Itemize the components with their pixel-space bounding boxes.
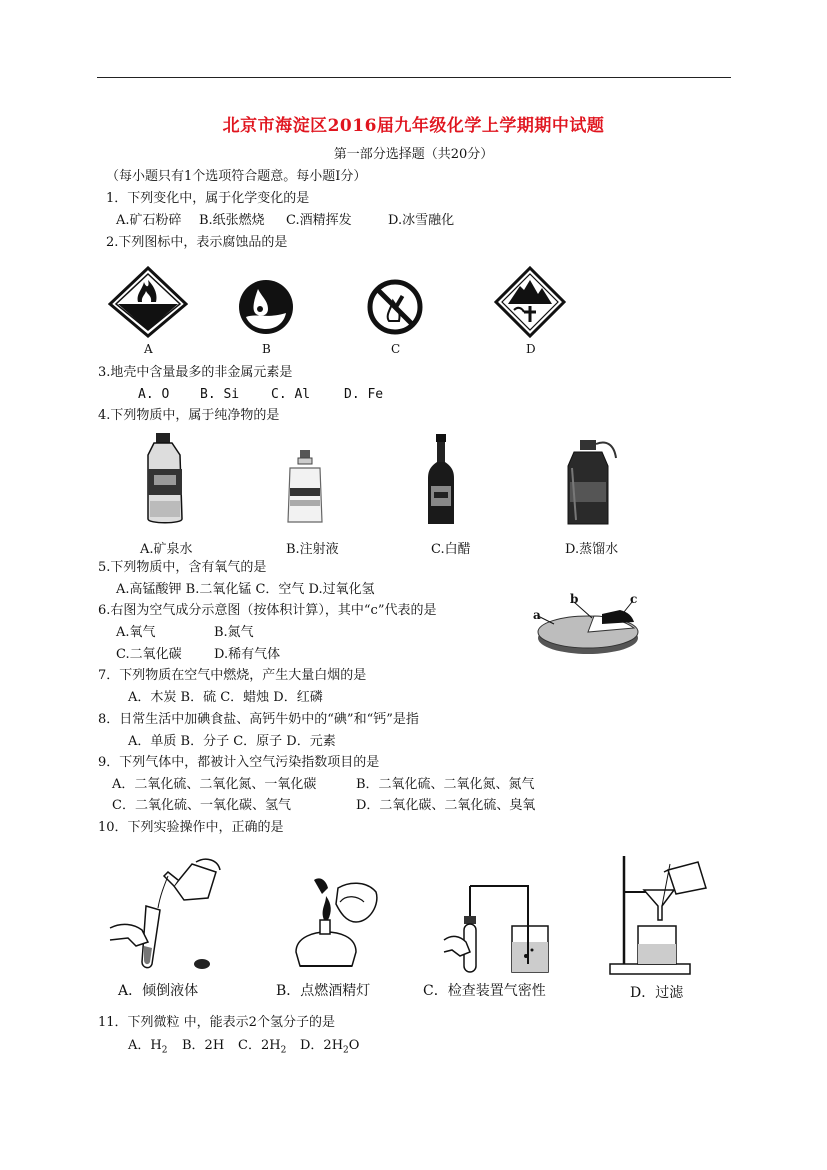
lighting-alcohol-lamp-figure	[286, 872, 382, 976]
q11-stem: 11．下列微粒 中，能表示2个氢分子的是	[98, 1015, 335, 1030]
q2-stem: 2.下列图标中，表示腐蚀品的是	[106, 235, 288, 250]
q5-options: A.高锰酸钾 B.二氧化锰 C．空气 D.过氧化氢	[116, 582, 375, 597]
q11-option-b: B．2H	[182, 1038, 225, 1053]
flammable-sign-figure	[108, 266, 188, 338]
corrosive-sign-figure	[238, 279, 294, 335]
toxic-environment-sign-figure	[494, 266, 566, 338]
q4-stem: 4.下列物质中，属于纯净物的是	[98, 408, 280, 423]
mineral-water-bottle-figure	[140, 431, 190, 527]
q4-option-d: D.蒸馏水	[565, 542, 619, 557]
q6-options-row1	[116, 625, 254, 641]
vinegar-bottle-figure	[422, 432, 460, 528]
q10-option-b: B．点燃酒精灯	[276, 983, 371, 999]
q10-option-a: A．倾倒液体	[118, 983, 199, 999]
q3-option-c: C. Al	[271, 387, 311, 402]
q7-stem: 7．下列物质在空气中燃烧，产生大量白烟的是	[98, 668, 367, 683]
q1-option-c: C.酒精挥发	[286, 213, 352, 228]
q3-options	[138, 387, 383, 403]
header-rule	[97, 77, 731, 78]
q9-options-row1	[112, 777, 535, 793]
section-heading: 第一部分选择题（共20分）	[333, 147, 494, 162]
air-composition-pie-figure	[530, 594, 642, 662]
q9-stem: 9．下列气体中，都被计入空气污染指数项目的是	[98, 755, 380, 770]
q10-stem: 10．下列实验操作中，正确的是	[98, 820, 284, 835]
q9-option-a: A．二氧化硫、二氧化氮、一氧化碳	[112, 777, 317, 792]
q4-option-a: A.矿泉水	[140, 542, 193, 557]
q11-option-d: D．$2H_2O$	[300, 1038, 360, 1056]
q2-label-b: B	[262, 342, 271, 356]
pie-label-b: b	[570, 592, 579, 606]
q3-option-d: D. Fe	[344, 387, 384, 402]
q9-options-row2	[112, 798, 535, 814]
pouring-liquid-figure	[108, 850, 228, 976]
q10-option-d: D．过滤	[630, 985, 684, 1001]
section-instruction: （每小题只有1个选项符合题意。每小题I分）	[106, 169, 367, 184]
q1-stem: 1．下列变化中，属于化学变化的是	[106, 191, 310, 206]
q3-option-b: B. Si	[200, 387, 240, 402]
pie-label-c: c	[630, 592, 638, 606]
q11-options	[128, 1038, 359, 1059]
q6-option-a: A.氧气	[116, 625, 156, 640]
q4-option-b: B.注射液	[286, 542, 339, 557]
q2-label-d: D	[526, 342, 536, 356]
q1-option-a: A.矿石粉碎	[116, 213, 182, 228]
q6-option-d: D.稀有气体	[214, 647, 281, 662]
q6-option-b: B.氮气	[214, 625, 254, 640]
q3-option-a: A. O	[138, 387, 170, 402]
q6-option-c: C.二氧化碳	[116, 647, 182, 662]
q7-options: A．木炭 B．硫 C．蜡烛 D．红磷	[128, 690, 323, 705]
q9-option-d: D．二氧化碳、二氧化硫、臭氧	[356, 798, 536, 813]
q9-option-c: C．二氧化硫、一氧化碳、氢气	[112, 798, 291, 813]
q5-stem: 5.下列物质中，含有氧气的是	[98, 560, 267, 575]
airtightness-check-figure	[440, 880, 552, 976]
q6-stem: 6.右图为空气成分示意图（按体积计算），其中“c”代表的是	[98, 603, 437, 618]
q9-option-b: B．二氧化硫、二氧化氮、氮气	[356, 777, 535, 792]
q11-option-a: A．$H_2$	[128, 1038, 168, 1056]
q2-label-c: C	[391, 342, 401, 356]
q2-label-a: A	[144, 342, 153, 356]
q4-option-c: C.白醋	[431, 542, 471, 557]
q10-option-c: C．检查装置气密性	[423, 983, 546, 999]
q3-stem: 3.地壳中含量最多的非金属元素是	[98, 365, 293, 380]
distilled-water-bottle-figure	[560, 438, 622, 528]
q6-options-row2	[116, 647, 280, 663]
q1-option-d: D.冰雪融化	[388, 213, 455, 228]
q1-options	[116, 213, 454, 229]
no-fire-sign-figure	[367, 279, 423, 335]
injection-bottle-figure	[282, 448, 328, 526]
q11-option-c: C．$2H_2$	[238, 1038, 287, 1056]
pie-label-a: a	[533, 608, 541, 622]
filtration-figure	[604, 852, 714, 978]
q8-stem: 8．日常生活中加碘食盐、高钙牛奶中的“碘”和“钙”是指	[98, 712, 419, 727]
q1-option-b: B.纸张燃烧	[199, 213, 265, 228]
page-title: 北京市海淀区2016届九年级化学上学期期中试题	[222, 116, 605, 136]
q8-options: A．单质 B．分子 C．原子 D．元素	[128, 734, 336, 749]
